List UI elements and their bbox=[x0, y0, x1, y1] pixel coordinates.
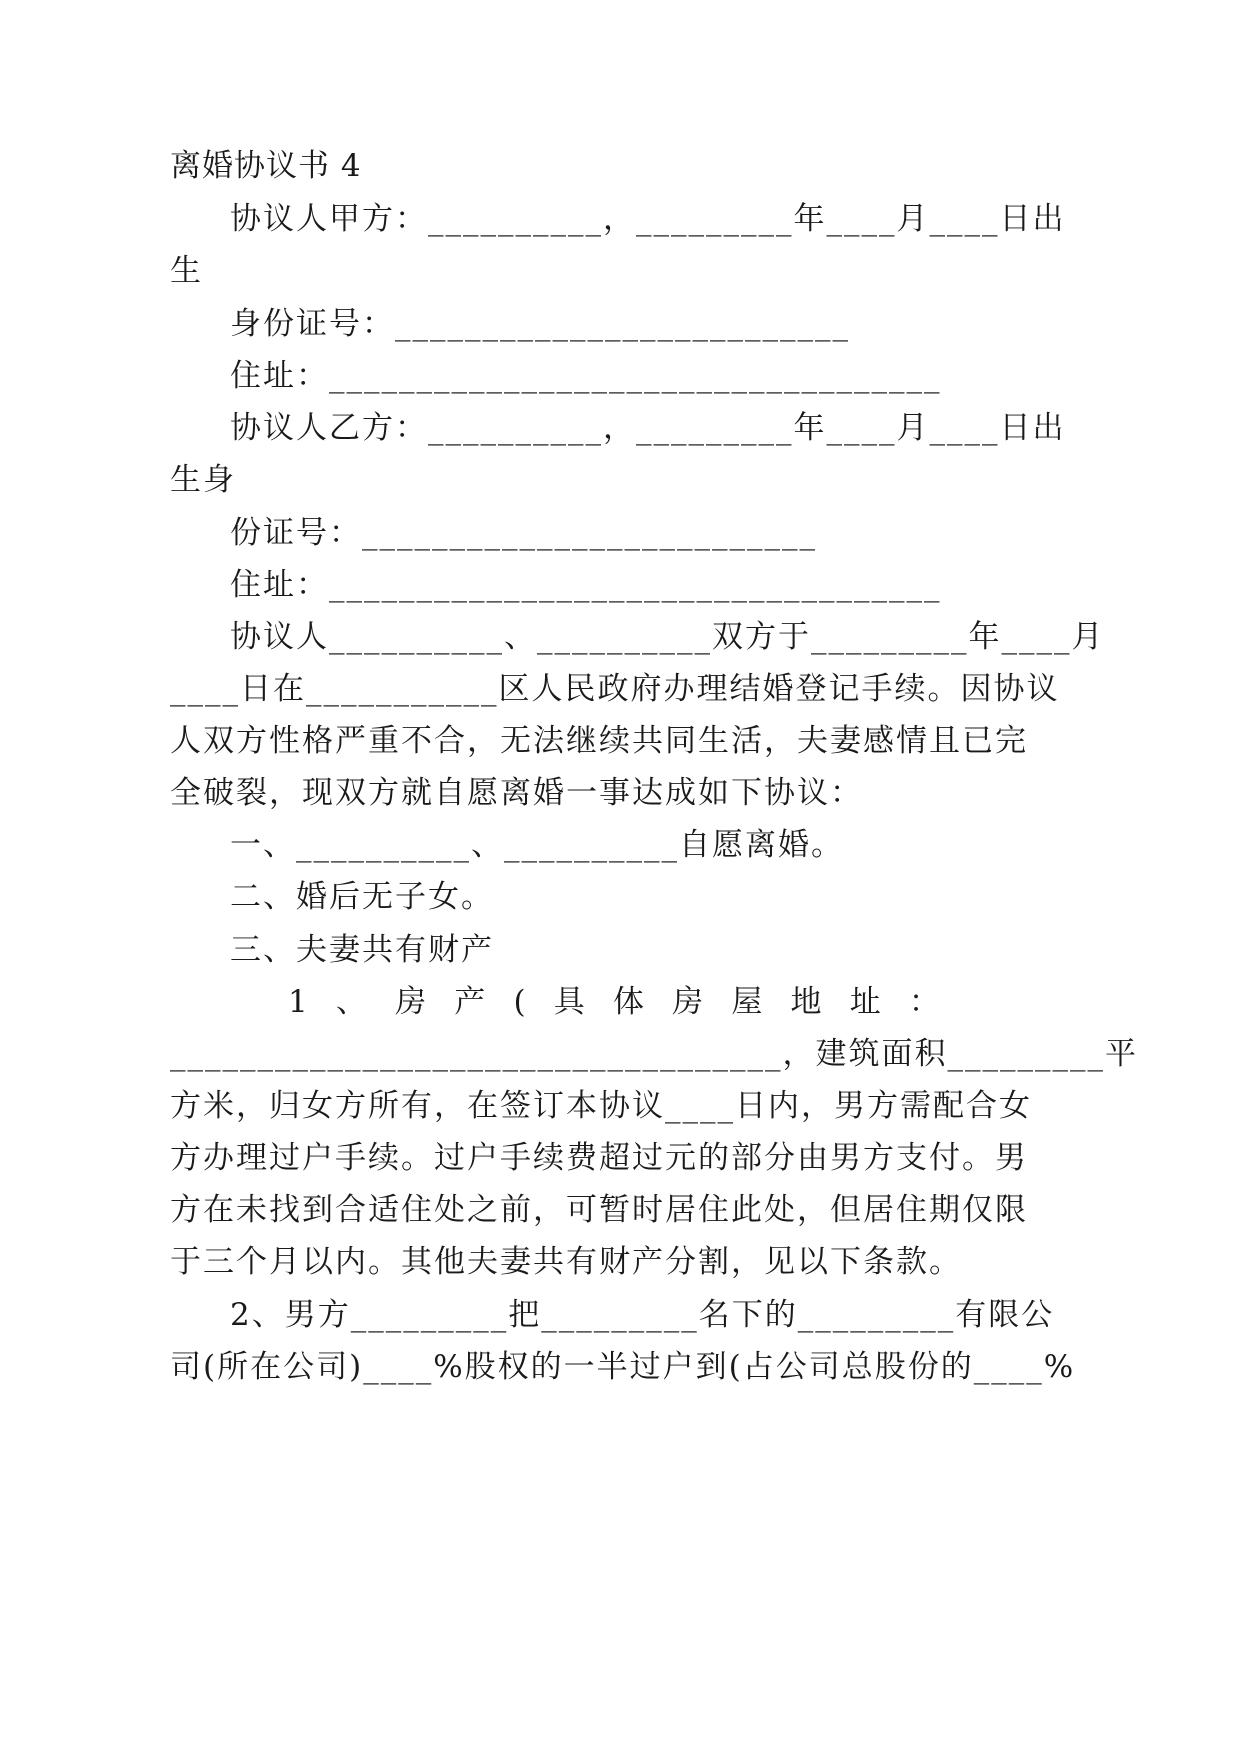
spread-char: 房 bbox=[395, 984, 427, 1020]
spread-char: 具 bbox=[553, 984, 585, 1020]
clause-2: 二、婚后无子女。 bbox=[230, 879, 494, 915]
marriage-paragraph-line-1: 协议人__________、__________双方于_________年____月 bbox=[230, 619, 1105, 655]
clause-3: 三、夫妻共有财产 bbox=[230, 932, 494, 968]
spread-char: 、 bbox=[335, 984, 367, 1020]
party-a-id-line: 身份证号：__________________________ bbox=[230, 306, 850, 342]
property-line-3: 方办理过户手续。过户手续费超过元的部分由男方支付。男 bbox=[170, 1140, 1028, 1176]
property-line-5: 于三个月以内。其他夫妻共有财产分割，见以下条款。 bbox=[170, 1244, 962, 1280]
party-a-line: 协议人甲方：__________，_________年____月____日出 bbox=[230, 201, 1066, 237]
spread-char: ( bbox=[513, 984, 526, 1020]
party-b-id-line: 份证号：__________________________ bbox=[230, 515, 817, 551]
equity-line-2: 司(所在公司)____%股权的一半过户到(占公司总股份的____% bbox=[170, 1349, 1076, 1385]
clause-1: 一、__________、__________自愿离婚。 bbox=[230, 827, 844, 863]
marriage-paragraph-line-3: 人双方性格严重不合，无法继续共同生活，夫妻感情且已完 bbox=[170, 723, 1028, 759]
property-line-1: ___________________________________，建筑面积_________平 bbox=[170, 1036, 1138, 1072]
spread-char: ： bbox=[908, 984, 940, 1020]
party-b-line-cont: 生身 bbox=[170, 462, 236, 498]
spread-char: 体 bbox=[612, 984, 644, 1020]
spread-char: 房 bbox=[672, 984, 704, 1020]
equity-line-1: 2、男方_________把_________名下的_________有限公 bbox=[230, 1297, 1055, 1333]
marriage-paragraph-line-2: ____日在___________区人民政府办理结婚登记手续。因协议 bbox=[170, 671, 1060, 707]
party-b-line: 协议人乙方：__________，_________年____月____日出 bbox=[230, 410, 1066, 446]
document-title: 离婚协议书 4 bbox=[170, 148, 362, 184]
property-line-4: 方在未找到合适住处之前，可暂时居住此处，但居住期仅限 bbox=[170, 1192, 1028, 1228]
property-line-2: 方米，归女方所有，在签订本协议____日内，男方需配合女 bbox=[170, 1088, 1032, 1124]
spread-char: 地 bbox=[790, 984, 822, 1020]
party-a-line-cont: 生 bbox=[170, 253, 203, 289]
spread-char: 产 bbox=[454, 984, 486, 1020]
party-b-address-line: 住址：___________________________________ bbox=[230, 567, 942, 603]
spread-char: 址 bbox=[849, 984, 881, 1020]
property-clause-heading bbox=[288, 982, 940, 1022]
party-a-address-line: 住址：___________________________________ bbox=[230, 358, 942, 394]
marriage-paragraph-line-4: 全破裂，现双方就自愿离婚一事达成如下协议： bbox=[170, 775, 863, 811]
spread-char: 1 bbox=[288, 984, 308, 1020]
spread-char: 屋 bbox=[731, 984, 763, 1020]
